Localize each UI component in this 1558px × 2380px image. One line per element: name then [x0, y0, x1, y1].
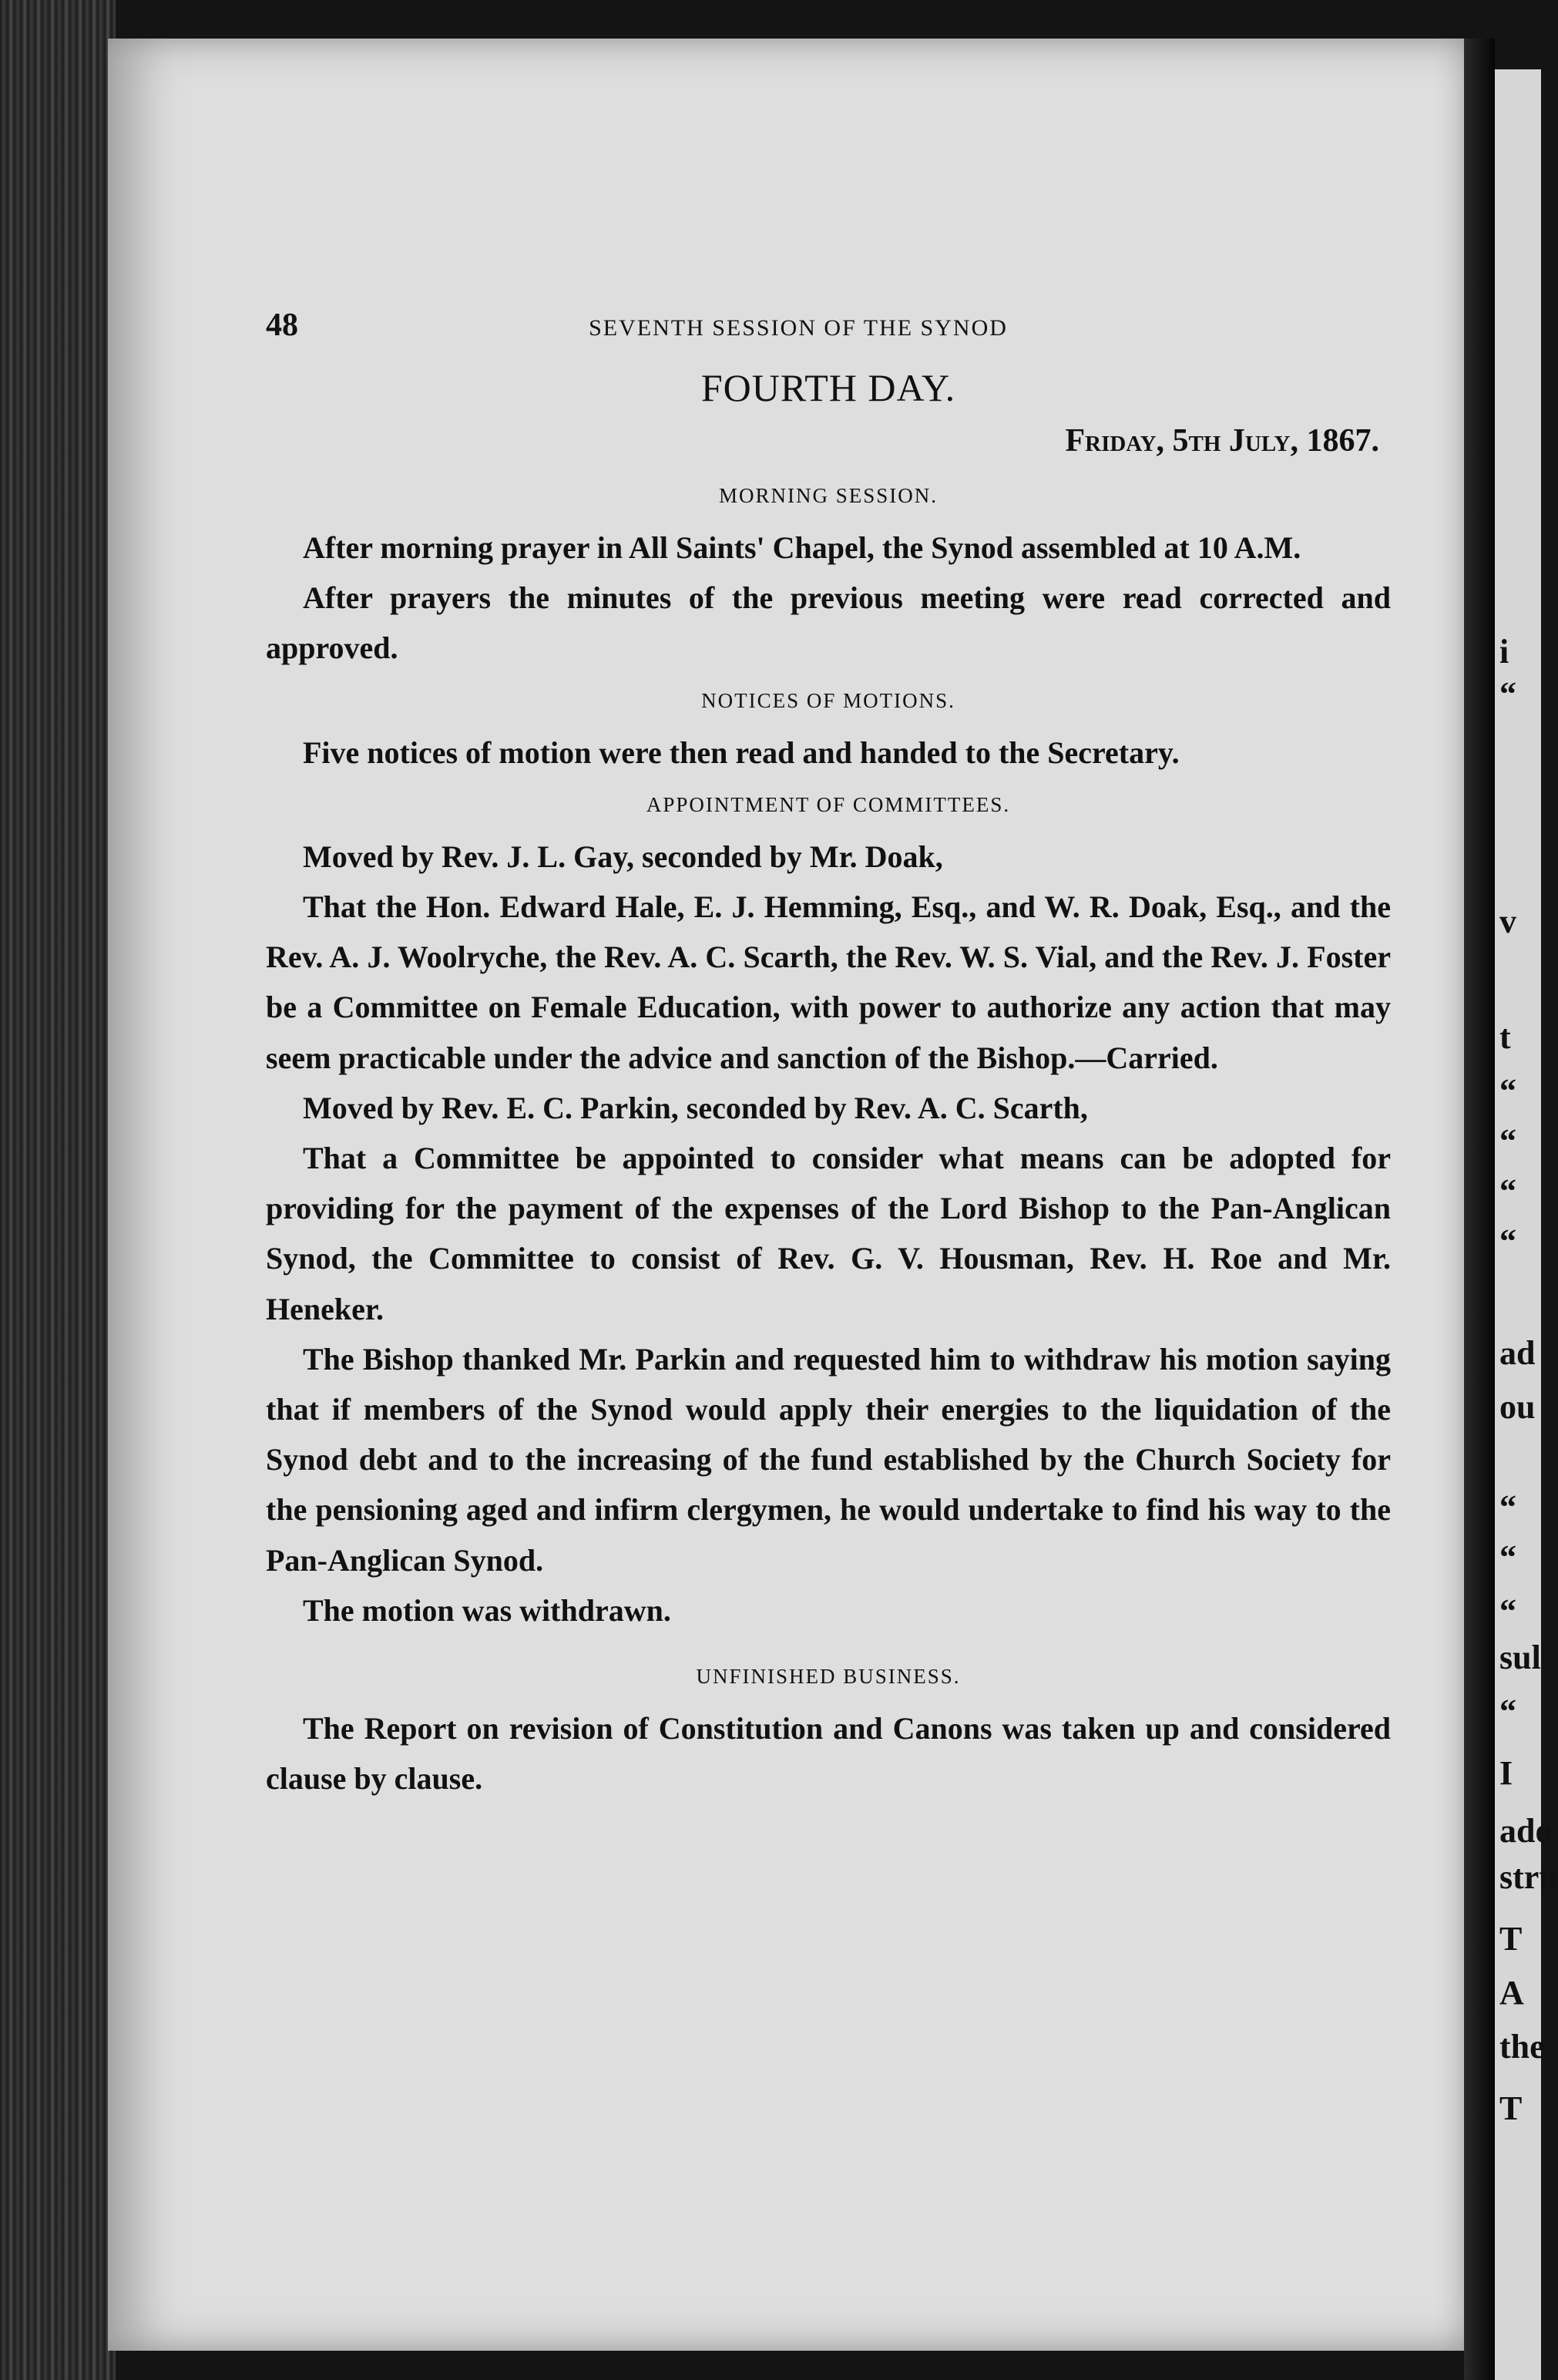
next-page-fragment: ou: [1499, 1388, 1536, 1426]
paragraph: That the Hon. Edward Hale, E. J. Hemming, Esq., and W. R. Doak, Esq., and the Rev. A. J. Woolryche, the Rev. A. C. Scarth, the Rev. W. S. Vial, and the Rev. J. Foster be a Committee on Female Education, with power to authorize any action that may seem practicable under the advice and sanction of the Bishop.—Carried.: [266, 889, 1391, 1075]
running-header: [266, 301, 1391, 362]
next-page-fragment: ad: [1499, 1334, 1536, 1372]
next-page-fragment: “: [1499, 675, 1516, 713]
next-page-fragment: stru: [1499, 1858, 1558, 1896]
next-page-fragment: “: [1499, 1592, 1516, 1630]
next-page-fragment: “: [1499, 1693, 1516, 1730]
section-heading-notices: NOTICES OF MOTIONS.: [701, 688, 955, 712]
book-edge: [0, 0, 116, 2380]
paragraph: After prayers the minutes of the previous meeting were read corrected and approved.: [266, 580, 1391, 666]
next-page-fragment: the: [1499, 2028, 1545, 2066]
next-page-fragment: “: [1499, 1172, 1516, 1210]
paragraph: Moved by Rev. J. L. Gay, seconded by Mr. Doak,: [303, 839, 943, 874]
paragraph: The motion was withdrawn.: [303, 1592, 671, 1628]
section-heading-unfinished: UNFINISHED BUSINESS.: [696, 1665, 961, 1689]
next-page-fragment: A: [1499, 1974, 1524, 2012]
next-page-edge: [1495, 69, 1558, 2380]
paragraph: The Bishop thanked Mr. Parkin and requested him to withdraw his motion saying that if members of the Synod would apply their energies to the liquidation of the Synod debt and to the increasing of the fund established by the Church Society for the pensioning aged and infirm clergymen, he would undertake to find his way to the Pan-Anglican Synod.: [266, 1341, 1391, 1578]
next-page-fragment: sul: [1499, 1639, 1541, 1676]
next-page-fragment: “: [1499, 1072, 1516, 1110]
next-page-fragment: I: [1499, 1754, 1513, 1792]
next-page-fragment: ado: [1499, 1812, 1553, 1850]
next-page-fragment: v: [1499, 903, 1516, 940]
next-page-fragment: “: [1499, 1538, 1516, 1576]
dateline: Friday, 5th July, 1867.: [1065, 423, 1379, 459]
next-page-fragment: i: [1499, 633, 1509, 671]
section-heading-morning: MORNING SESSION.: [718, 484, 938, 507]
paragraph: Five notices of motion were then read and handed to the Secretary.: [303, 735, 1180, 770]
next-page-fragment: T: [1499, 2089, 1523, 2127]
page-number: 48: [266, 308, 298, 343]
gutter-shadow: [1464, 39, 1495, 2380]
next-page-fragment: t: [1499, 1018, 1511, 1056]
next-page-fragment: “: [1499, 1222, 1516, 1260]
page-text: [266, 301, 1391, 1803]
next-page-fragment: T: [1499, 1920, 1523, 1958]
day-title: FOURTH DAY.: [700, 366, 956, 409]
paragraph: After morning prayer in All Saints' Chapel, the Synod assembled at 10 A.M.: [303, 530, 1301, 565]
next-page-fragment: “: [1499, 1488, 1516, 1526]
section-heading-committees: APPOINTMENT OF COMMITTEES.: [646, 792, 1011, 816]
paragraph: Moved by Rev. E. C. Parkin, seconded by Rev. A. C. Scarth,: [303, 1090, 1088, 1125]
next-page-fragment: “: [1499, 1122, 1516, 1160]
paragraph: That a Committee be appointed to consider what means can be adopted for providing for the payment of the expenses of the Lord Bishop to the Pan-Anglican Synod, the Committee to consist of Rev. G. V. Housman, Rev. H. Roe and Mr. Heneker.: [266, 1141, 1391, 1326]
paragraph: The Report on revision of Constitution and Canons was taken up and considered clause by clause.: [266, 1711, 1391, 1797]
running-head: SEVENTH SESSION OF THE SYNOD: [589, 315, 1008, 341]
